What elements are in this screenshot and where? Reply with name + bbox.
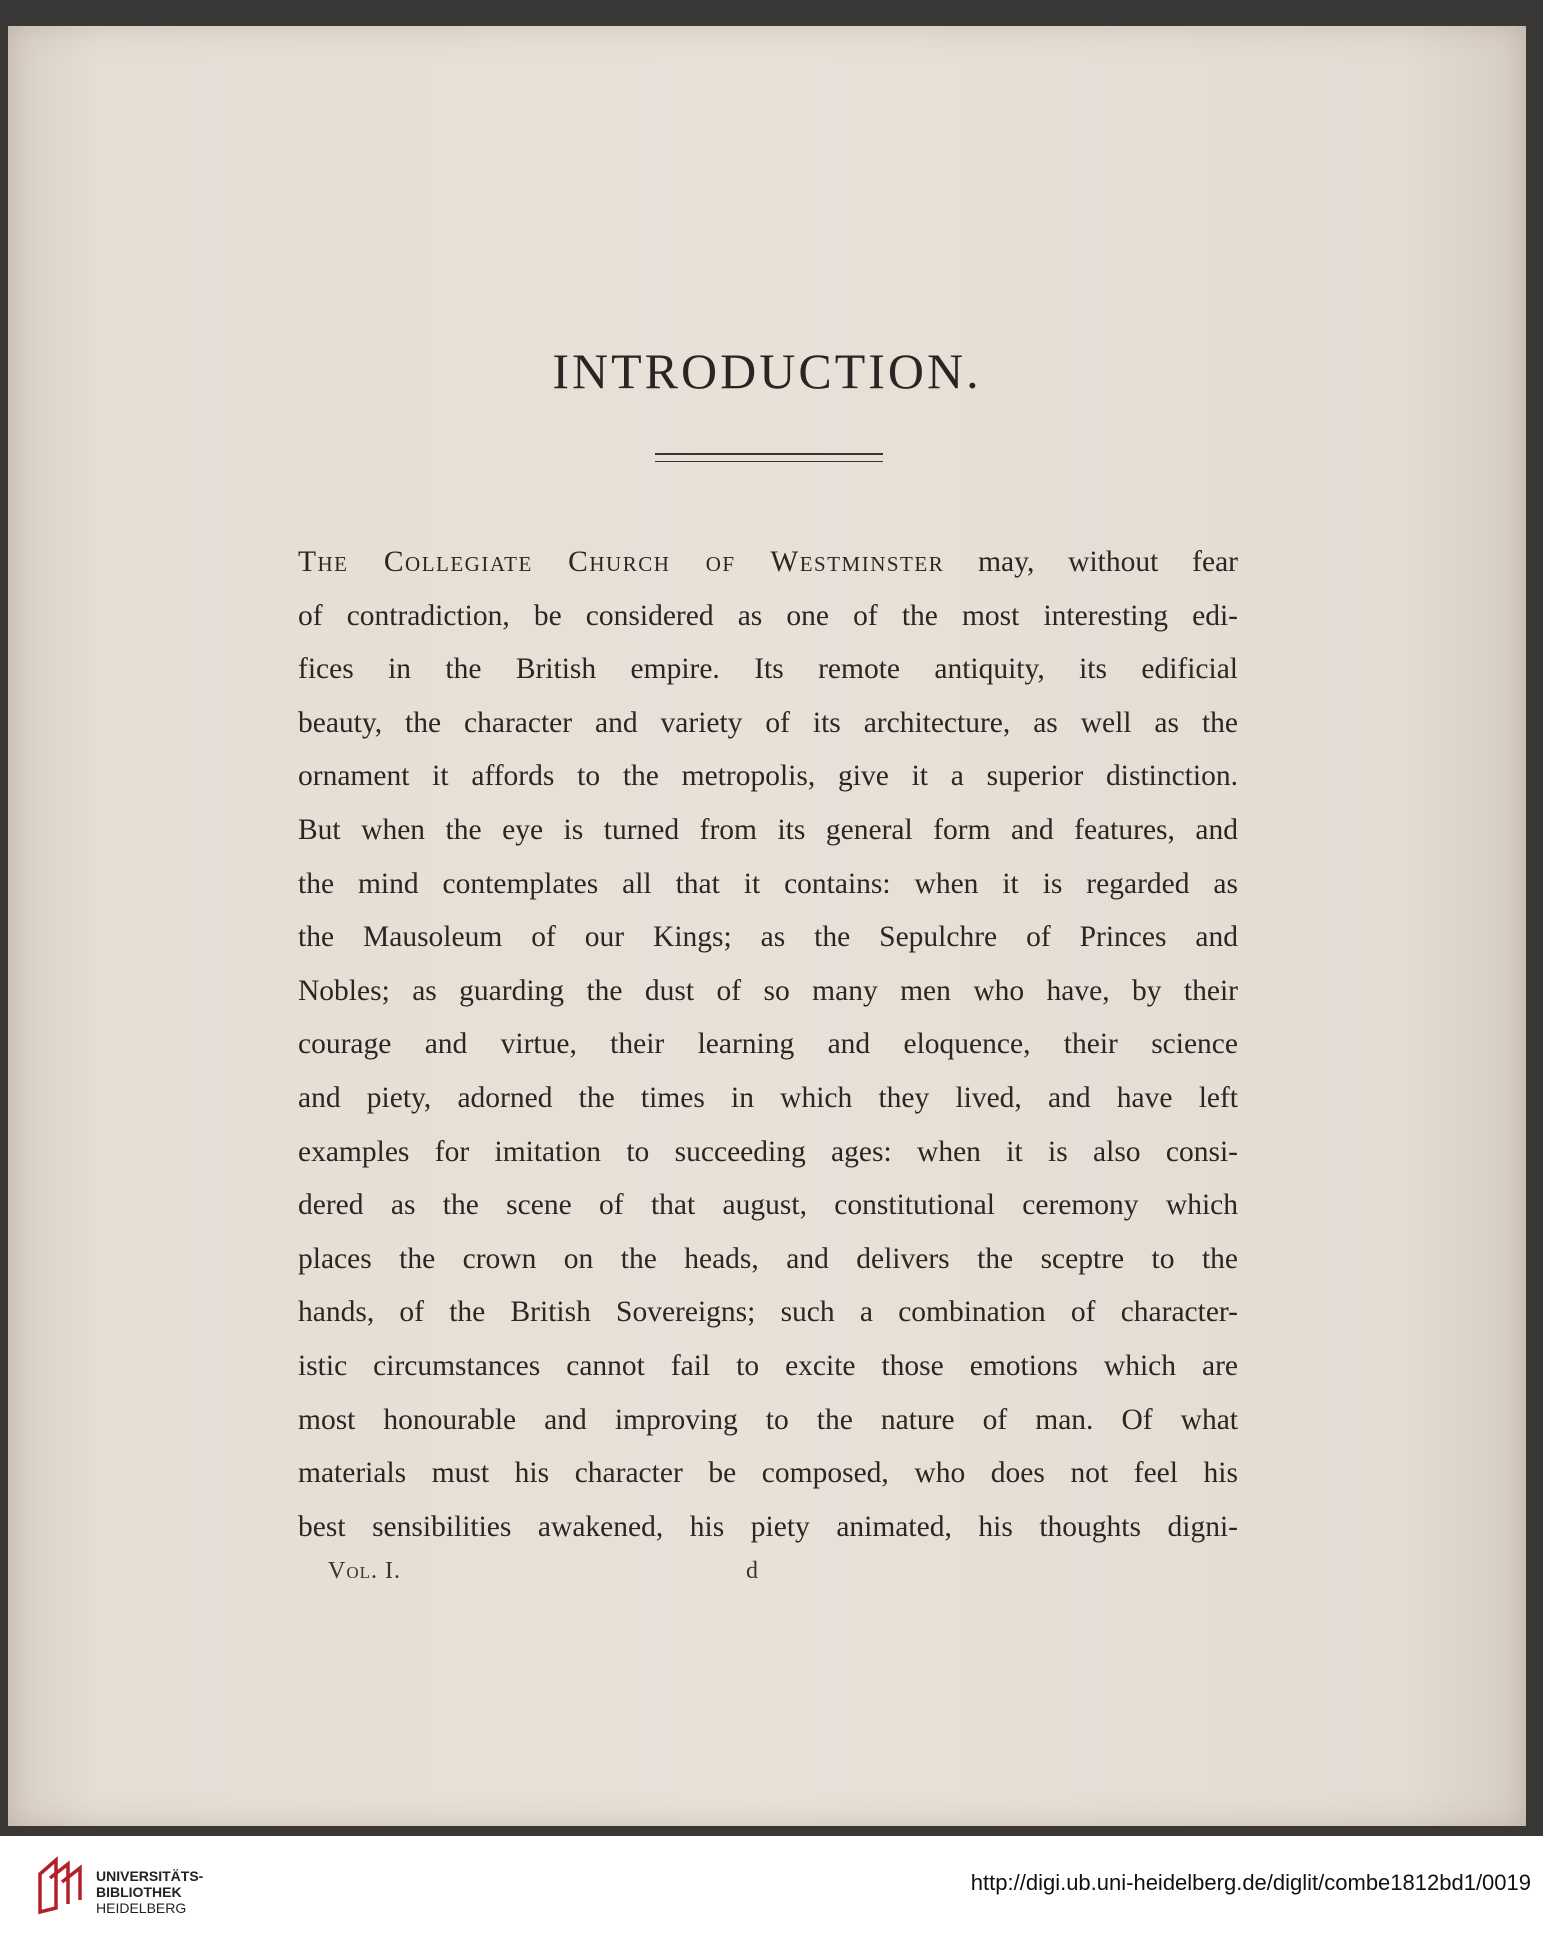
- lead-smallcaps: The Collegiate Church of Westminster: [298, 546, 945, 578]
- signature-volume: Vol. I.: [328, 1558, 401, 1584]
- text-line-13: dered as the scene of that august, constitutional ceremony which: [298, 1189, 1238, 1222]
- library-name-line3: HEIDELBERG: [96, 1900, 187, 1916]
- text-line-14: places the crown on the heads, and delivers the sceptre to the: [298, 1242, 1238, 1275]
- text-line-2: of contradiction, be considered as one of the most interesting edi-: [298, 599, 1238, 632]
- library-logo-icon[interactable]: [34, 1856, 90, 1916]
- text-line-5: ornament it affords to the metropolis, give it a superior distinction.: [298, 760, 1238, 793]
- text-line-8: the Mausoleum of our Kings; as the Sepulchre of Princes and: [298, 921, 1238, 954]
- text-line-19: best sensibilities awakened, his piety animated, his thoughts digni-: [298, 1510, 1238, 1543]
- body-text: [298, 536, 1238, 1554]
- library-name-line2: BIBLIOTHEK: [96, 1884, 182, 1900]
- text-line-11: and piety, adorned the times in which they lived, and have left: [298, 1081, 1238, 1114]
- text-line-3: fices in the British empire. Its remote antiquity, its edificial: [298, 653, 1238, 686]
- page-title: INTRODUCTION.: [552, 343, 982, 399]
- signature-mark: d: [746, 1558, 758, 1584]
- title-rule: [655, 453, 883, 462]
- text-line-15: hands, of the British Sovereigns; such a combination of character-: [298, 1296, 1238, 1329]
- text-line-10: courage and virtue, their learning and eloquence, their science: [298, 1028, 1238, 1061]
- text-line-12: examples for imitation to succeeding ages: when it is also consi-: [298, 1135, 1238, 1168]
- footer-bar: [0, 1836, 1543, 1950]
- library-name: [96, 1868, 203, 1916]
- text-line-9: Nobles; as guarding the dust of so many men who have, by their: [298, 974, 1238, 1007]
- text-line-17: most honourable and improving to the nature of man. Of what: [298, 1403, 1238, 1436]
- text-line-6: But when the eye is turned from its general form and features, and: [298, 813, 1238, 846]
- text-line-4: beauty, the character and variety of its architecture, as well as the: [298, 706, 1238, 739]
- permalink-url[interactable]: http://digi.ub.uni-heidelberg.de/diglit/combe1812bd1/0019: [970, 1870, 1531, 1895]
- text-line-7: the mind contemplates all that it contains: when it is regarded as: [298, 867, 1238, 900]
- text-line-18: materials must his character be composed, who does not feel his: [298, 1457, 1238, 1490]
- book-page: [8, 26, 1526, 1826]
- text-line-16: istic circumstances cannot fail to excite those emotions which are: [298, 1349, 1238, 1382]
- text-line-1: The Collegiate Church of Westminster may, without fear: [298, 546, 1238, 578]
- library-name-line1: UNIVERSITÄTS-: [96, 1868, 204, 1884]
